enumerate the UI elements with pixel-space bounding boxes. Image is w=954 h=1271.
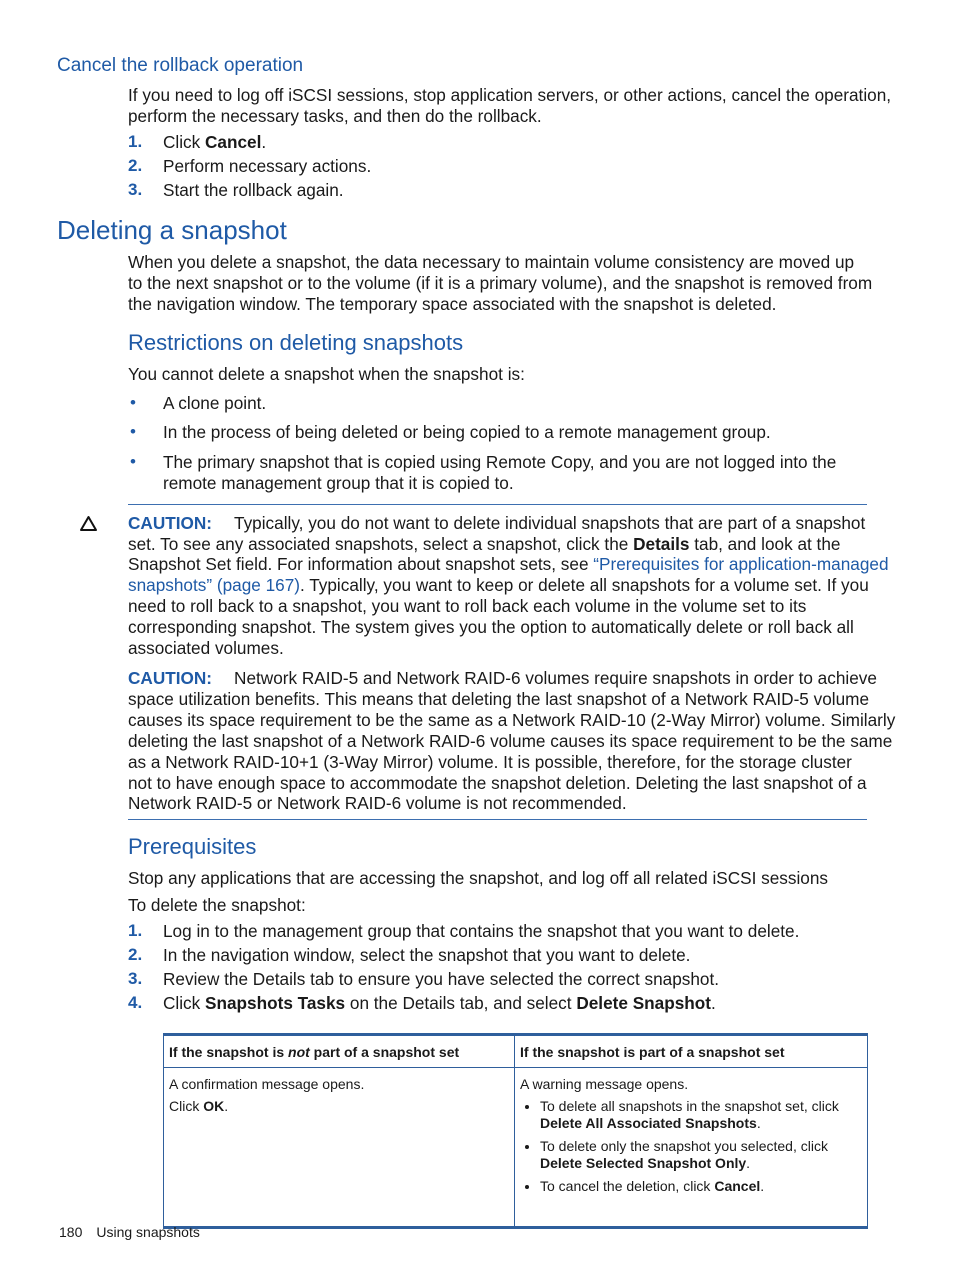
prerequisites-link-continued[interactable]: snapshots” (page 167) — [128, 575, 300, 595]
cell-text: A warning message opens. — [520, 1076, 689, 1092]
caution-top-rule — [128, 504, 867, 505]
caution-2-line-5: as a Network RAID-10+1 (3-Way Mirror) volume. It is possible, therefore, for the storage cluster — [128, 752, 852, 772]
caution-1-line-4: snapshots” (page 167). Typically, you want to keep or delete all snapshots for a volume set. If you — [128, 575, 869, 595]
caution-2-line-7: Network RAID-5 or Network RAID-6 volume is not recommended. — [128, 793, 627, 813]
bullet-icon: • — [130, 452, 136, 471]
page-title: Deleting a snapshot — [57, 215, 287, 245]
delete-options-table — [163, 1033, 868, 1229]
footer-section-title: Using snapshots — [96, 1224, 200, 1240]
table-header-row — [164, 1035, 868, 1068]
table-cell — [164, 1068, 515, 1228]
step-number: 2. — [128, 156, 143, 175]
caution-2-line-1: CAUTION: Network RAID-5 and Network RAID-6 volumes require snapshots in order to achieve — [128, 668, 877, 688]
caution-2-line-4: deleting the last snapshot of a Network RAID-6 volume causes its space requirement to be the same — [128, 731, 893, 751]
page-number: 180 — [59, 1224, 83, 1240]
cancel-intro-line-2: perform the necessary tasks, and then do the rollback. — [128, 106, 542, 126]
caution-2-line-3: causes its space requirement to be the same as a Network RAID-10 (2-Way Mirror) volume. Similarly — [128, 710, 896, 730]
section-heading-cancel: Cancel the rollback operation — [57, 55, 304, 76]
to-delete-intro: To delete the snapshot: — [128, 895, 306, 915]
list-item: Start the rollback again. — [163, 180, 344, 200]
caution-1-line-2: set. To see any associated snapshots, select a snapshot, click the Details tab, and look at the — [128, 534, 841, 554]
step-number: 3. — [128, 180, 143, 199]
list-item: The primary snapshot that is copied using Remote Copy, and you are not logged into the — [163, 452, 837, 472]
step-number: 3. — [128, 969, 143, 988]
list-item: • To delete only the snapshot you selected, click Delete Selected Snapshot Only. — [540, 1138, 862, 1172]
step-number: 4. — [128, 993, 143, 1012]
list-item: • To cancel the deletion, click Cancel. — [540, 1178, 862, 1195]
prerequisites-text: Stop any applications that are accessing the snapshot, and log off all related iSCSI sessions — [128, 868, 829, 888]
section-heading-restrictions: Restrictions on deleting snapshots — [128, 330, 464, 355]
bullet-icon: • — [130, 422, 136, 441]
caution-bottom-rule — [128, 819, 867, 820]
list-item: In the process of being deleted or being copied to a remote management group. — [163, 422, 771, 442]
caution-2-line-6: not to have enough space to accommodate the snapshot deletion. Deleting the last snapshot of a — [128, 773, 867, 793]
list-item: Click Snapshots Tasks on the Details tab, and select Delete Snapshot. — [163, 993, 716, 1013]
caution-label: CAUTION: — [128, 668, 213, 688]
table-header-cell: If the snapshot is part of a snapshot set — [515, 1035, 868, 1068]
list-item: • To delete all snapshots in the snapshot set, click Delete All Associated Snapshots. — [540, 1098, 862, 1132]
table-cell — [515, 1068, 868, 1228]
table-row — [164, 1068, 868, 1228]
caution-1-line-7: associated volumes. — [128, 638, 284, 658]
deleting-para-line-3: the navigation window. The temporary space associated with the snapshot is deleted. — [128, 294, 777, 314]
cancel-intro-line-1: If you need to log off iSCSI sessions, stop application servers, or other actions, cancel the operation, — [128, 85, 892, 105]
bullet-icon: • — [130, 393, 136, 412]
list-item-continuation: remote management group that it is copied to. — [163, 473, 514, 493]
deleting-para-line-1: When you delete a snapshot, the data necessary to maintain volume consistency are moved up — [128, 252, 855, 272]
list-item: Click Cancel. — [163, 132, 267, 152]
caution-1-line-5: need to roll back to a snapshot, you want to roll back each volume in the volume set to its — [128, 596, 807, 616]
caution-label: CAUTION: — [128, 513, 213, 533]
restrictions-intro: You cannot delete a snapshot when the snapshot is: — [128, 364, 525, 384]
table-header-cell: If the snapshot is not part of a snapshot set — [164, 1035, 515, 1068]
list-item: Log in to the management group that contains the snapshot that you want to delete. — [163, 921, 800, 941]
deleting-para-line-2: to the next snapshot or to the volume (if it is a primary volume), and the snapshot is removed from — [128, 273, 873, 293]
cell-text: A confirmation message opens. — [169, 1076, 365, 1092]
page-footer — [59, 1224, 200, 1240]
caution-warning-icon — [79, 515, 98, 532]
cell-bullet-list — [520, 1098, 862, 1195]
section-heading-prerequisites: Prerequisites — [128, 834, 257, 859]
step-number: 1. — [128, 921, 143, 940]
cell-text: Click OK. — [169, 1098, 229, 1114]
list-item: Review the Details tab to ensure you have selected the correct snapshot. — [163, 969, 720, 989]
caution-1-line-1: CAUTION: Typically, you do not want to delete individual snapshots that are part of a snapshot — [128, 513, 866, 533]
caution-1-line-3: Snapshot Set field. For information about snapshot sets, see “Prerequisites for application-managed — [128, 554, 889, 574]
list-item: Perform necessary actions. — [163, 156, 372, 176]
step-number: 2. — [128, 945, 143, 964]
step-number: 1. — [128, 132, 143, 151]
prerequisites-link[interactable]: “Prerequisites for application-managed — [593, 554, 889, 574]
caution-1-line-6: corresponding snapshot. The system gives you the option to automatically delete or roll back all — [128, 617, 854, 637]
caution-2-line-2: space utilization benefits. This means that deleting the last snapshot of a Network RAID-5 volume — [128, 689, 870, 709]
list-item: In the navigation window, select the snapshot that you want to delete. — [163, 945, 691, 965]
list-item: A clone point. — [163, 393, 267, 413]
